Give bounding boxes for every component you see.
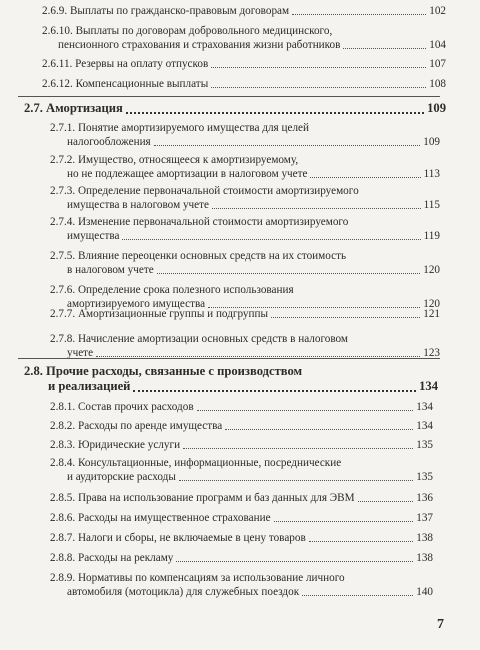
toc-page-number: 120 [423,264,440,276]
toc-entry-title: налогообложения [67,136,151,148]
toc-page-number: 134 [416,401,433,413]
toc-entry-title: в налоговом учете [67,264,154,276]
toc-entry [0,551,480,567]
toc-entry [0,153,480,183]
dot-leader [126,112,424,114]
toc-entry-title: но не подлежащее амортизации в налоговом учете [67,168,308,180]
toc-entry-title: 2.8.2. Расходы по аренде имущества [50,420,223,432]
toc-entry [0,121,480,151]
toc-entry-title: пенсионного страхования и страхования жизни работников [58,39,341,51]
toc-entry-title: и реализацией [48,379,131,393]
toc-entry-title: 2.7.1. Понятие амортизируемого имущества для целей [50,122,309,134]
dot-leader [157,273,420,274]
toc-entry-title: 2.7.5. Влияние переоценки основных средств на их стоимость [50,250,347,262]
toc-entry [0,531,480,547]
toc-entry-title: 2.8.3. Юридические услуги [50,439,181,451]
toc-page-number: 119 [423,230,440,242]
toc-page-number: 115 [423,199,440,211]
toc-page-number: 109 [427,101,446,115]
toc-page-number: 134 [419,379,438,393]
toc-section [0,364,480,396]
toc-entry-title: 2.6.10. Выплаты по договорам добровольного медицинского, [42,25,333,37]
toc-entry-title: 2.7. Амортизация [24,101,123,115]
toc-page-number: 138 [416,532,433,544]
dot-leader [274,521,413,522]
toc-page-number: 102 [429,5,446,17]
toc-entry-title: 2.7.4. Изменение первоначальной стоимости амортизируемого [50,216,349,228]
toc-entry-title: 2.6.11. Резервы на оплату отпусков [42,58,209,70]
toc-entry-title: 2.6.9. Выплаты по гражданско-правовым договорам [42,5,290,17]
dot-leader [212,208,421,209]
toc-entry-title: 2.8.8. Расходы на рекламу [50,552,174,564]
toc-entry-title: 2.8.6. Расходы на имущественное страхование [50,512,271,524]
toc-entry [0,511,480,527]
page-number: 7 [437,617,444,632]
dot-leader [225,429,413,430]
toc-page-number: 135 [416,471,433,483]
toc-entry [0,24,480,54]
toc-entry-title: учете [67,347,94,359]
toc-page-number: 138 [416,552,433,564]
toc-entry [0,184,480,214]
toc-page-number: 108 [429,78,446,90]
toc-entry-title: 2.7.2. Имущество, относящееся к амортизируемому, [50,154,299,166]
toc-entry [0,400,480,416]
toc-entry-title: 2.8.4. Консультационные, информационные, посреднические [50,457,342,469]
toc-page-number: 107 [429,58,446,70]
toc-entry [0,215,480,245]
toc-page-number: 104 [429,39,446,51]
dot-leader [154,145,420,146]
dot-leader [211,87,426,88]
toc-page-number: 123 [423,347,440,359]
toc-entry-title: 2.6.12. Компенсационные выплаты [42,78,209,90]
dot-leader [271,317,420,318]
toc-entry-title: 2.7.3. Определение первоначальной стоимости амортизируемого [50,185,359,197]
dot-leader [309,541,413,542]
toc-entry-title: 2.7.8. Начисление амортизации основных средств в налоговом [50,333,349,345]
dot-leader [179,480,413,481]
dot-leader [310,177,421,178]
toc-entry [0,307,480,323]
toc-page-number: 109 [423,136,440,148]
toc-page-number: 134 [416,420,433,432]
toc-section [0,101,480,118]
toc-entry [0,4,480,20]
toc-entry-title: автомобиля (мотоцикла) для служебных поездок [67,586,300,598]
dot-leader [292,14,426,15]
toc-entry [0,456,480,486]
toc-entry [0,57,480,73]
toc-entry-title: 2.8.7. Налоги и сборы, не включаемые в цену товаров [50,532,306,544]
dot-leader [183,448,413,449]
toc-entry-title: 2.8.9. Нормативы по компенсациям за использование личного [50,572,345,584]
toc-page-number: 136 [416,492,433,504]
toc-entry-title: 2.8.5. Права на использование программ и баз данных для ЭВМ [50,492,355,504]
toc-entry [0,491,480,507]
toc-entry-title: имущества в налоговом учете [67,199,209,211]
toc-page-number: 135 [416,439,433,451]
toc-entry-title: амортизируемого имущества [67,298,206,310]
dot-leader [96,356,420,357]
toc-entry [0,77,480,93]
toc-entry-title: и аудиторские расходы [67,471,176,483]
dot-leader [122,239,421,240]
dot-leader [343,48,426,49]
toc-page-number: 120 [423,298,440,310]
dot-leader [211,67,426,68]
toc-entry-title: 2.8.1. Состав прочих расходов [50,401,194,413]
toc-entry [0,419,480,435]
toc-entry [0,249,480,279]
toc-entry-title: 2.7.6. Определение срока полезного использования [50,284,294,296]
dot-leader [197,410,413,411]
toc-page-number: 137 [416,512,433,524]
toc-page-number: 113 [423,168,440,180]
dot-leader [133,390,416,392]
toc-entry [0,571,480,601]
dot-leader [176,561,413,562]
toc-entry-title: имущества [67,230,120,242]
toc-page-number: 140 [416,586,433,598]
dot-leader [358,501,413,502]
toc-entry-title: 2.8. Прочие расходы, связанные с производством [24,364,303,378]
section-rule-top [18,96,440,97]
toc-entry [0,438,480,454]
dot-leader [302,595,413,596]
toc-page-number: 121 [423,308,440,320]
toc-entry-title: 2.7.7. Амортизационные группы и подгруппы [50,308,269,320]
section-rule-mid [18,358,440,359]
